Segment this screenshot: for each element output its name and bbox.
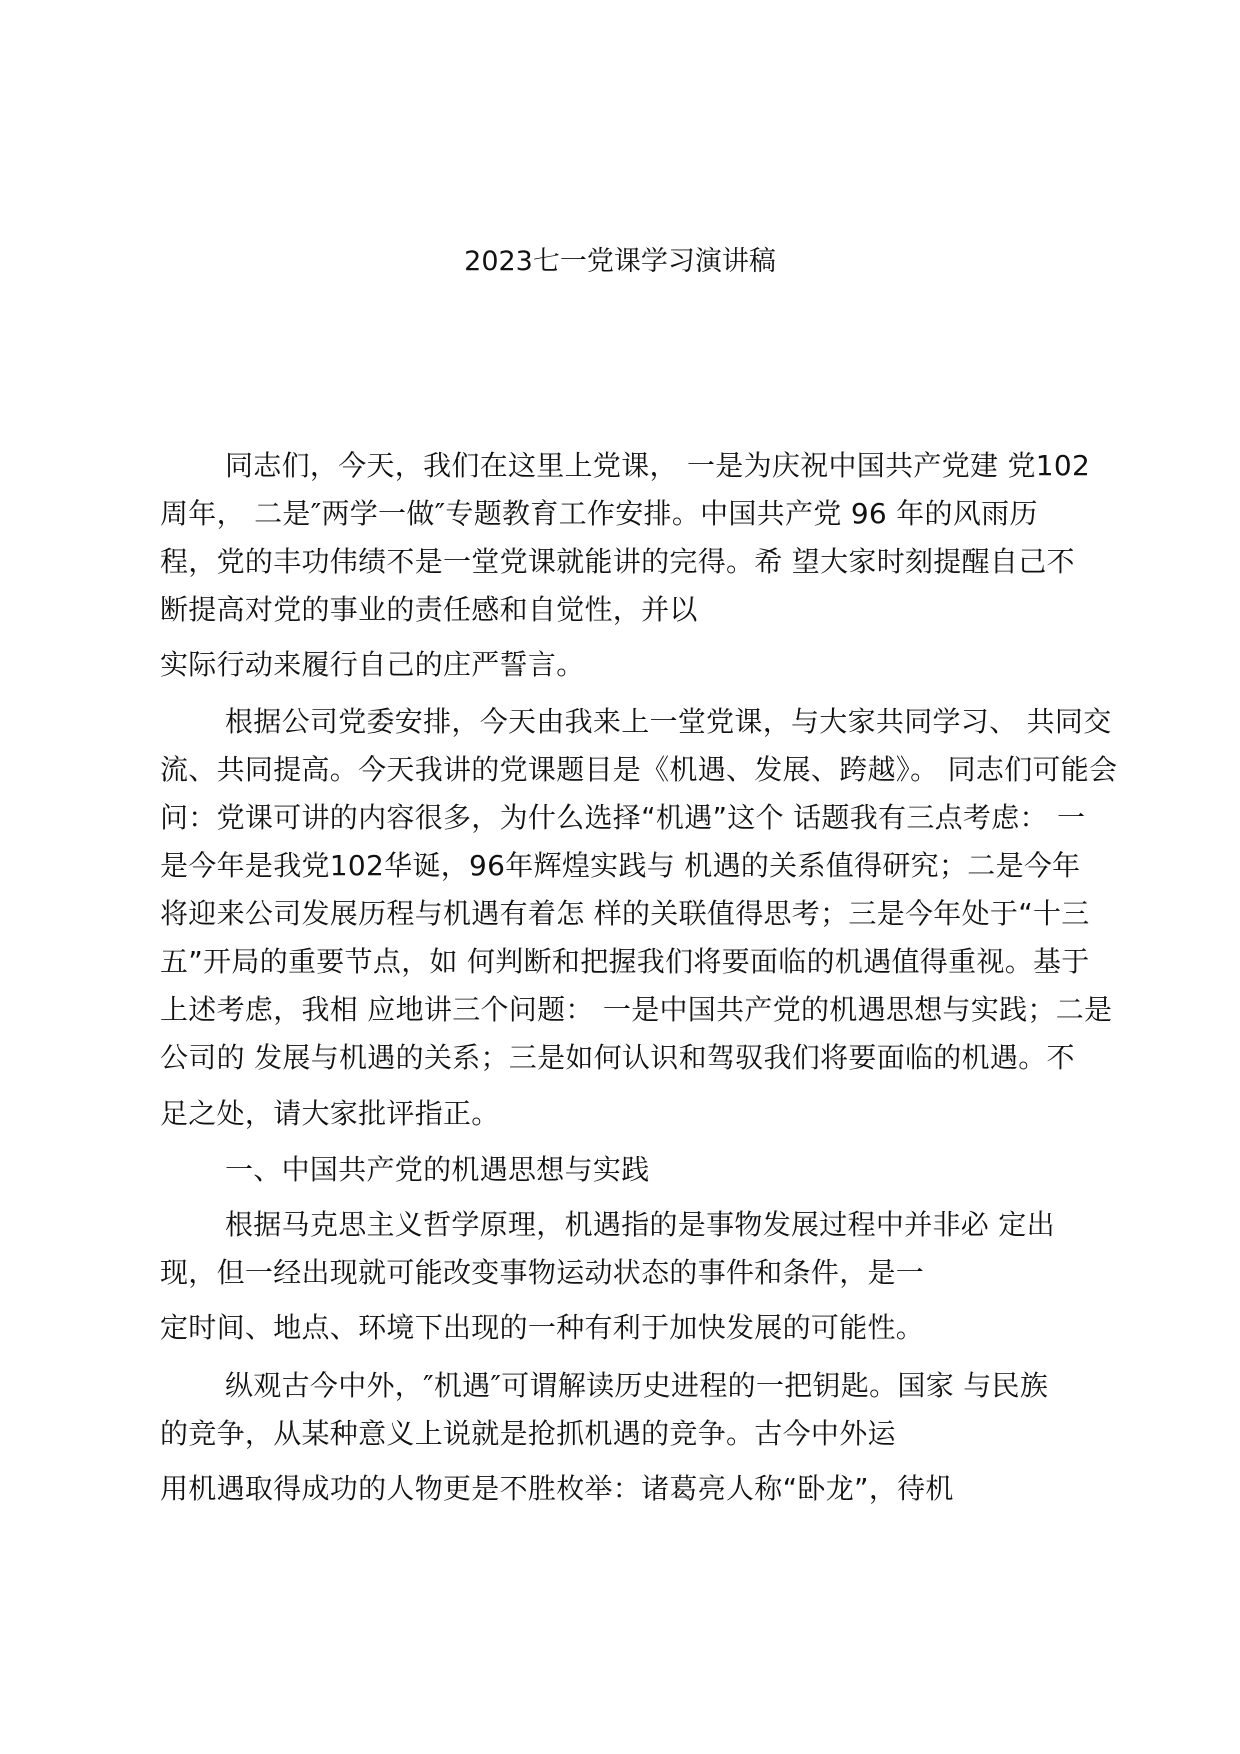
text-line: 实际行动来履行自己的庄严誓言。	[160, 648, 585, 681]
text-line: 的竞争，从某种意义上说就是抢抓机遇的竞争。古今中外运	[160, 1417, 896, 1450]
document-title: 2023七一党课学习演讲稿	[464, 246, 776, 277]
text-line: 将迎来公司发展历程与机遇有着怎 样的关联值得思考；三是今年处于“十三	[160, 897, 1090, 930]
text-line: 五”开局的重要节点，如 何判断和把握我们将要面临的机遇值得重视。基于	[160, 945, 1090, 978]
text-line: 上述考虑，我相 应地讲三个问题： 一是中国共产党的机遇思想与实践；二是	[160, 993, 1113, 1026]
text-line: 程，党的丰功伟绩不是一堂党课就能讲的完得。希 望大家时刻提醒自己不	[160, 545, 1075, 578]
text-line: 是今年是我党102华诞，96年辉煌实践与 机遇的关系值得研究；二是今年	[160, 849, 1081, 882]
text-line: 纵观古今中外，″机遇″可谓解读历史进程的一把钥匙。国家 与民族	[225, 1369, 1049, 1402]
text-line: 现，但一经出现就可能改变事物运动状态的事件和条件，是一	[160, 1256, 925, 1289]
text-line: 定时间、地点、环境下出现的一种有利于加快发展的可能性。	[160, 1311, 925, 1344]
text-line: 足之处，请大家批评指正。	[160, 1097, 500, 1130]
section-heading: 一、中国共产党的机遇思想与实践	[225, 1153, 650, 1186]
text-line: 同志们，今天，我们在这里上党课， 一是为庆祝中国共产党建 党102	[225, 449, 1091, 482]
text-line: 公司的 发展与机遇的关系；三是如何认识和驾驭我们将要面临的机遇。不	[160, 1041, 1075, 1074]
text-line: 流、共同提高。今天我讲的党课题目是《机遇、发展、跨越》。 同志们可能会	[160, 753, 1118, 786]
text-line: 问：党课可讲的内容很多，为什么选择“机遇”这个 话题我有三点考虑： 一	[160, 801, 1086, 834]
text-line: 根据公司党委安排，今天由我来上一堂党课，与大家共同学习、 共同交	[225, 705, 1112, 738]
text-line: 断提高对党的事业的责任感和自觉性，并以	[160, 593, 698, 626]
text-line: 根据马克思主义哲学原理，机遇指的是事物发展过程中并非必 定出	[225, 1208, 1055, 1241]
text-line: 周年， 二是″两学一做″专题教育工作安排。中国共产党 96 年的风雨历	[160, 497, 1038, 530]
text-line: 用机遇取得成功的人物更是不胜枚举：诸葛亮人称“卧龙”，待机	[160, 1472, 954, 1505]
